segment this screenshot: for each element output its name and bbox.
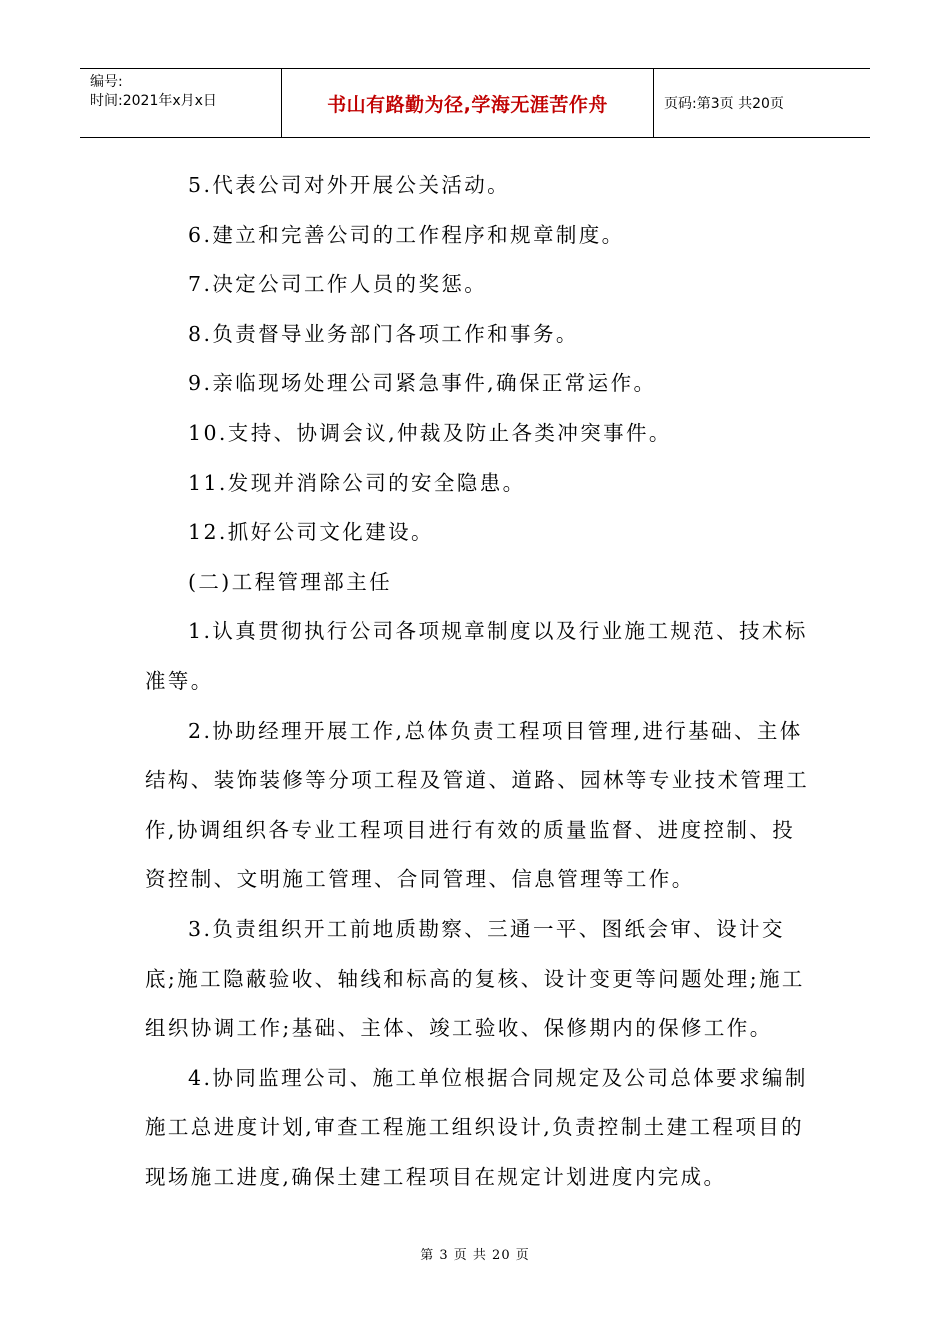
paragraph: 10.支持、协调会议,仲裁及防止各类冲突事件。 [188,420,672,445]
page-header [80,68,870,138]
paragraph: 7.决定公司工作人员的奖惩。 [188,272,488,297]
paragraph: 12.抓好公司文化建设。 [188,520,434,545]
header-meta [80,69,282,137]
document-body [145,161,817,1202]
section-heading: (二)工程管理部主任 [188,569,392,594]
paragraph: 4.协同监理公司、施工单位根据合同规定及公司总体要求编制施工总进度计划,审查工程施工组织设计,负责控制土建工程项目的现场施工进度,确保土建工程项目在规定计划进度内完成。 [145,1065,808,1189]
header-page-info: 页码:第3页 共20页 [664,96,784,112]
paragraph: 3.负责组织开工前地质勘察、三通一平、图纸会审、设计交底;施工隐蔽验收、轴线和标高的复核、设计变更等问题处理;施工组织协调工作;基础、主体、竣工验收、保修期内的保修工作。 [145,916,805,1041]
paragraph: 9.亲临现场处理公司紧急事件,确保正常运作。 [188,371,657,396]
document-time-label: 时间:2021年x月x日 [90,93,217,109]
header-motto: 书山有路勤为径,学海无涯苦作舟 [282,69,654,137]
paragraph: 1.认真贯彻执行公司各项规章制度以及行业施工规范、技术标准等。 [145,619,808,693]
document-number-label: 编号: [90,74,123,90]
paragraph: 5.代表公司对外开展公关活动。 [188,173,511,197]
paragraph: 8.负责督导业务部门各项工作和事务。 [188,321,579,346]
paragraph: 11.发现并消除公司的安全隐患。 [188,470,526,495]
paragraph: 2.协助经理开展工作,总体负责工程项目管理,进行基础、主体结构、装饰装修等分项工程及管道、道路、园林等专业技术管理工作,协调组织各专业工程项目进行有效的质量监督、进度控制、投资控制、文明施工管理、合同管理、信息管理等工作。 [145,718,810,892]
paragraph: 6.建立和完善公司的工作程序和规章制度。 [188,222,625,247]
page-footer: 第 3 页 共 20 页 [420,1248,530,1263]
